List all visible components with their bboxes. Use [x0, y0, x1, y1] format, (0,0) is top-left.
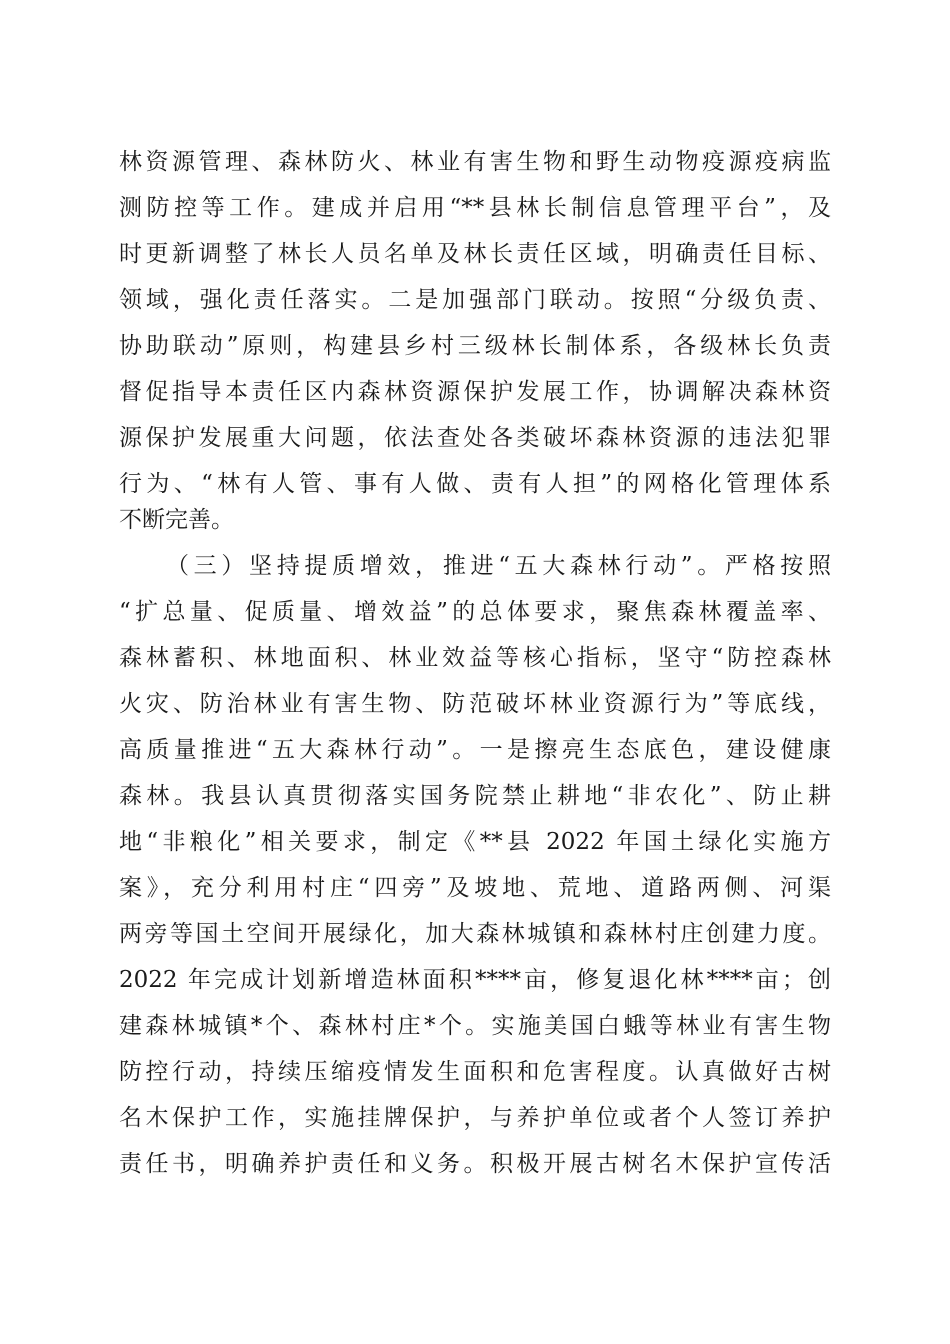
text-line: 案》，充分利用村庄“四旁”及坡地、荒地、道路两侧、河渠	[119, 875, 831, 901]
text-line: 督促指导本责任区内森林资源保护发展工作，协调解决森林资	[119, 379, 831, 405]
text-line: 名木保护工作，实施挂牌保护，与养护单位或者个人签订养护	[119, 1105, 831, 1131]
text-line: 森林。我县认真贯彻落实国务院禁止耕地“非农化”、防止耕	[119, 783, 831, 809]
text-line: 森林蓄积、林地面积、林业效益等核心指标，坚守“防控森林	[119, 645, 831, 671]
text-line: 时更新调整了林长人员名单及林长责任区域，明确责任目标、	[119, 241, 831, 267]
text-line: 行为、“林有人管、事有人做、责有人担”的网格化管理体系	[119, 471, 831, 497]
text-line: 责任书，明确养护责任和义务。积极开展古树名木保护宣传活	[119, 1151, 831, 1177]
section-heading-line: （三）坚持提质增效，推进“五大森林行动”。严格按照	[166, 553, 831, 579]
text-line: “扩总量、促质量、增效益”的总体要求，聚焦森林覆盖率、	[119, 599, 831, 625]
text-line: 地“非粮化”相关要求，制定《**县 2022 年国土绿化实施方	[119, 829, 831, 855]
text-line: 建森林城镇*个、森林村庄*个。实施美国白蛾等林业有害生物	[119, 1013, 831, 1039]
text-line: 源保护发展重大问题，依法查处各类破坏森林资源的违法犯罪	[119, 425, 831, 451]
text-line: 林资源管理、森林防火、林业有害生物和野生动物疫源疫病监	[119, 149, 831, 175]
text-line: 两旁等国土空间开展绿化，加大森林城镇和森林村庄创建力度。	[119, 921, 831, 947]
text-line: 2022 年完成计划新增造林面积****亩，修复退化林****亩；创	[119, 967, 831, 993]
text-line: 协助联动”原则，构建县乡村三级林长制体系，各级林长负责	[119, 333, 831, 359]
text-line: 防控行动，持续压缩疫情发生面积和危害程度。认真做好古树	[119, 1059, 831, 1085]
text-line: 领域，强化责任落实。二是加强部门联动。按照“分级负责、	[119, 287, 831, 313]
text-line: 高质量推进“五大森林行动”。一是擦亮生态底色，建设健康	[119, 737, 831, 763]
text-line: 不断完善。	[119, 507, 234, 533]
text-line: 测防控等工作。建成并启用“**县林长制信息管理平台”，及	[119, 195, 831, 221]
text-line: 火灾、防治林业有害生物、防范破坏林业资源行为”等底线，	[119, 691, 831, 717]
